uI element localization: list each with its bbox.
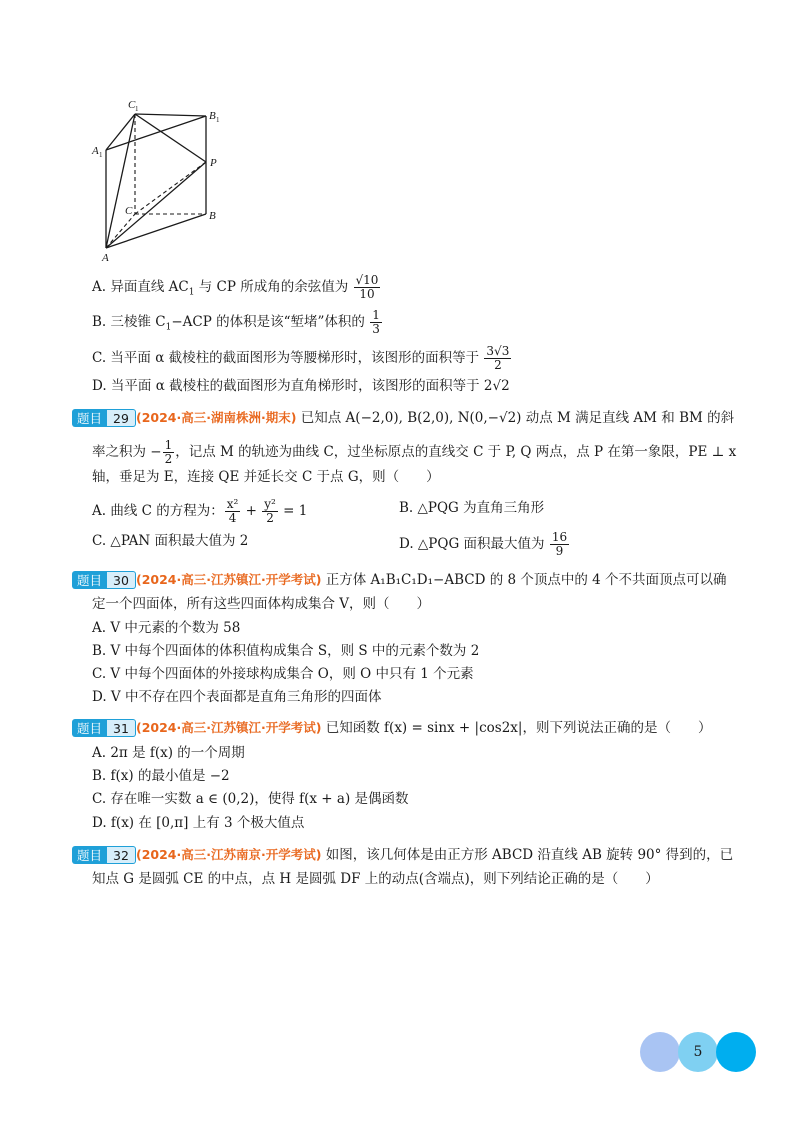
q32-source: (2024·高三·江苏南京·开学考试) xyxy=(136,847,322,862)
q31-option-a: A. 2π 是 f(x) 的一个周期 xyxy=(92,745,245,761)
q28-a-pre: A. 异面直线 AC xyxy=(92,279,189,295)
q31-line1-text: 已知函数 f(x) = sinx + |cos2x|，则下列说法正确的是（ ） xyxy=(321,720,712,736)
q31-source: (2024·高三·江苏镇江·开学考试) xyxy=(136,720,322,735)
q29-tag-label: 题目 xyxy=(72,409,107,427)
q30-option-a: A. V 中元素的个数为 58 xyxy=(92,620,241,636)
q28-b-pre: B. 三棱锥 C xyxy=(92,314,166,330)
q29-line2-post: ，记点 M 的轨迹为曲线 C，过坐标原点的直线交 C 于 P, Q 两点，点 P 在第一象限，PE ⊥ x xyxy=(175,444,737,460)
q28-option-c xyxy=(92,345,512,372)
q29-source: (2024·高三·湖南株洲·期末) xyxy=(136,410,297,425)
q31-option-c: C. 存在唯一实数 a ∈ (0,2)，使得 f(x + a) 是偶函数 xyxy=(92,791,409,807)
q32-line1 xyxy=(136,845,733,865)
q29-tag-number: 29 xyxy=(107,409,136,427)
q28-b-fraction: $\frac{1}{3}$ xyxy=(372,308,380,336)
prism-figure xyxy=(88,96,228,266)
label-C1-sub: 1 xyxy=(135,105,139,113)
q28-option-b xyxy=(92,309,383,338)
q30-line2: 定一个四面体，所有这些四面体构成集合 V，则（ ） xyxy=(92,596,431,612)
q31-tag xyxy=(72,719,136,737)
label-P: P xyxy=(210,157,217,169)
q28-a-fraction: $\frac{√10}{10}$ xyxy=(355,273,379,301)
q31-tag-label: 题目 xyxy=(72,719,107,737)
q31-tag-number: 31 xyxy=(107,719,136,737)
q30-line1 xyxy=(136,570,727,590)
q30-option-d: D. V 中不存在四个表面都是直角三角形的四面体 xyxy=(92,689,382,705)
label-C: C xyxy=(125,205,133,217)
label-A1: A xyxy=(92,145,99,157)
q29-option-d xyxy=(399,531,570,558)
q29-a-frac2: $\frac{\text{y²}}{2}$ xyxy=(264,497,276,525)
q28-option-a xyxy=(92,274,381,303)
q30-tag-number: 30 xyxy=(107,571,136,589)
q29-tag xyxy=(72,409,136,427)
pager-circle-right xyxy=(716,1032,756,1072)
pager-circle-left xyxy=(640,1032,680,1072)
q30-source: (2024·高三·江苏镇江·开学考试) xyxy=(136,572,322,587)
q29-a-post: = 1 xyxy=(278,503,308,519)
q31-option-b: B. f(x) 的最小值是 −2 xyxy=(92,768,230,784)
q28-c-pre: C. 当平面 α 截棱柱的截面图形为等腰梯形时，该图形的面积等于 xyxy=(92,350,484,366)
label-A: A xyxy=(102,252,109,264)
q31-option-d: D. f(x) 在 [0,π] 上有 3 个极大值点 xyxy=(92,815,305,831)
q30-tag xyxy=(72,571,136,589)
q28-c-fraction: $\frac{3√3}{2}$ xyxy=(486,344,510,372)
q30-line1-text: 正方体 A₁B₁C₁D₁−ABCD 的 8 个顶点中的 4 个不共面顶点可以确 xyxy=(321,572,727,588)
q32-line1-text: 如图，该几何体是由正方形 ABCD 沿直线 AB 旋转 90° 得到的，已 xyxy=(321,847,734,863)
label-B1-sub: 1 xyxy=(216,116,220,124)
q28-b-sub: 1 xyxy=(165,322,172,333)
q29-a-mid: + xyxy=(241,503,262,519)
page-number-badge xyxy=(640,1030,760,1074)
q29-line2-pre: 率之积为 − xyxy=(92,444,162,460)
q29-line1 xyxy=(136,408,734,428)
q29-option-a xyxy=(92,498,307,525)
q28-a-sub: 1 xyxy=(188,287,195,298)
q28-b-mid: −ACP 的体积是该“堑堵”体积的 xyxy=(171,314,370,330)
q30-option-b: B. V 中每个四面体的体积值构成集合 S，则 S 中的元素个数为 2 xyxy=(92,643,480,659)
q29-line3: 轴，垂足为 E，连接 QE 并延长交 C 于点 G，则（ ） xyxy=(92,469,440,485)
q29-option-c: C. △PAN 面积最大值为 2 xyxy=(92,533,249,549)
label-A1-sub: 1 xyxy=(99,151,103,159)
q29-a-pre: A. 曲线 C 的方程为： xyxy=(92,503,224,519)
q32-tag xyxy=(72,846,136,864)
q29-line2 xyxy=(92,439,736,466)
q28-option-d: D. 当平面 α 截棱柱的截面图形为直角梯形时，该图形的面积等于 2√2 xyxy=(92,378,510,394)
q29-d-fraction: $\frac{16}{9}$ xyxy=(551,530,568,558)
q29-a-frac1: $\frac{\text{x²}}{4}$ xyxy=(226,497,239,525)
q29-line2-fraction: $\frac{1}{2}$ xyxy=(164,438,173,466)
q29-option-b: B. △PQG 为直角三角形 xyxy=(399,500,545,516)
q30-tag-label: 题目 xyxy=(72,571,107,589)
q32-line2: 知点 G 是圆弧 CE 的中点，点 H 是圆弧 DF 上的动点(含端点)，则下列结论正确的是（ ） xyxy=(92,871,659,887)
label-B1: B xyxy=(209,110,216,122)
q30-option-c: C. V 中每个四面体的外接球构成集合 O，则 O 中只有 1 个元素 xyxy=(92,666,474,682)
q28-a-mid: 与 CP 所成角的余弦值为 xyxy=(194,279,353,295)
q31-line1 xyxy=(136,718,711,738)
q29-d-pre: D. △PQG 面积最大值为 xyxy=(399,536,549,552)
label-C1: C xyxy=(128,99,136,111)
label-B: B xyxy=(209,210,216,222)
q29-line1-text: 已知点 A(−2,0), B(2,0), N(0,−√2) 动点 M 满足直线 AM 和 BM 的斜 xyxy=(296,410,735,426)
page-number: 5 xyxy=(693,1044,703,1060)
q32-tag-label: 题目 xyxy=(72,846,107,864)
q32-tag-number: 32 xyxy=(107,846,136,864)
